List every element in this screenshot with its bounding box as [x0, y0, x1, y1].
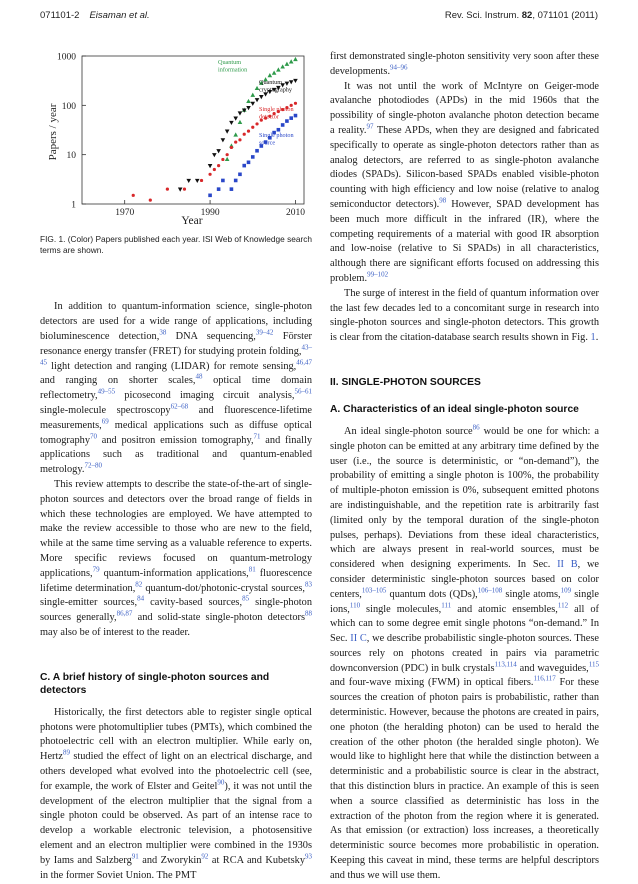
- single-photon-detector-point: [208, 173, 211, 176]
- single-photon-detector-point: [132, 194, 135, 197]
- single-photon-source-point: [234, 179, 238, 183]
- paragraph-applications: In addition to quantum-information science, single-photon detectors are used for a wide range of applications, including bioluminescence detection,$^{38}$ DNA sequencing,$^{39-42}$ Förster resonance energy transfer (FRET) for studying protein folding,$^{43-45}$ light detection and ranging (LIDAR) for remote sensing,$^{46,47}$ and ranging on shorter scales,$^{48}$ optical time domain reflectometry,$^{49-55}$ picosecond imaging circuit analysis,$^{56-61}$ single-molecule spectroscopy$^{62-68}$ and fluorescence-lifetime measurements,$^{69}$ medical applications such as diffuse optical tomography$^{70}$ and positron emission tomography,$^{71}$ and finally applications such as traditional and quantum-enabled metrology.$^{72-80}$: [40, 301, 312, 476]
- x-tick-label: 2010: [285, 208, 305, 218]
- quantum-information-point: [268, 73, 273, 77]
- single-photon-source-point: [255, 149, 259, 153]
- paragraph-review-scope: This review attempts to describe the state-of-the-art of single-photon sources and detectors over the broad range of fields in which these technologies are employed. We have attempted to make the review accessible to those who are new to the field, while at the same time serving as a valuable reference to experts. More specific reviews focused on quantum-metrology applications,$^{79}$ quantum-information applications,$^{81}$ fluorescence lifetime determination,$^{82}$ quantum-dot/photonic-crystal sources,$^{83}$ single-emitter sources,$^{84}$ cavity-based sources,$^{85}$ single-photon sources generally,$^{86,87}$ and solid-state single-photon detectors$^{88}$ may also be of interest to the reader.: [40, 478, 312, 638]
- single-photon-source-point: [251, 155, 255, 159]
- quantum-cryptography-point: [289, 80, 294, 84]
- y-tick-label: 10: [66, 151, 76, 162]
- single-photon-detector-point: [226, 153, 229, 156]
- single-photon-source-point: [230, 187, 234, 191]
- single-photon-detector-point: [234, 140, 237, 143]
- quantum-cryptography-point: [246, 106, 251, 110]
- y-tick-label: 100: [61, 101, 76, 112]
- legend-single-photon-source: Single photon: [259, 132, 294, 139]
- quantum-cryptography-point: [259, 95, 264, 99]
- single-photon-detector-point: [200, 179, 203, 182]
- legend-quantum-information: Quantum: [218, 59, 242, 66]
- figure-caption: FIG. 1. (Color) Papers published each year. ISI Web of Knowledge search terms are shown.: [40, 234, 312, 256]
- quantum-cryptography-point: [233, 117, 238, 121]
- single-photon-source-point: [294, 114, 298, 118]
- quantum-cryptography-point: [293, 79, 298, 83]
- figure-1-link[interactable]: 1: [590, 332, 596, 344]
- quantum-cryptography-point: [186, 179, 191, 183]
- y-tick-label: 1: [71, 200, 76, 211]
- quantum-cryptography-point: [285, 82, 290, 86]
- header-authors: Eisaman et al.: [89, 10, 150, 21]
- paragraph-surge: The surge of interest in the field of quantum information over the last few decades led to a concomitant surge in research into single-photon sources and single-photon detectors. This growth is clear from the citation-database search results shown in Fig. 1.: [330, 287, 599, 344]
- page-id: 071101-2: [40, 10, 80, 21]
- single-photon-detector-point: [230, 146, 233, 149]
- single-photon-source-point: [208, 194, 212, 198]
- single-photon-detector-point: [166, 188, 169, 191]
- quantum-information-point: [250, 93, 255, 97]
- single-photon-detector-point: [255, 122, 258, 125]
- quantum-information-point: [238, 120, 243, 124]
- single-photon-detector-point: [213, 168, 216, 171]
- y-axis-label: Papers / year: [47, 103, 59, 161]
- single-photon-detector-point: [221, 158, 224, 161]
- quantum-cryptography-point: [229, 121, 234, 125]
- left-column: [40, 40, 312, 883]
- single-photon-detector-point: [251, 126, 254, 129]
- single-photon-detector-point: [243, 133, 246, 136]
- header-left: [40, 10, 150, 21]
- legend-single-photon-detector-cont: detector: [259, 113, 279, 121]
- header-citation: [445, 10, 598, 21]
- quantum-information-point: [233, 132, 238, 136]
- quantum-information-point: [280, 64, 285, 68]
- single-photon-source-point: [242, 164, 246, 168]
- quantum-information-point: [246, 99, 251, 103]
- single-photon-source-point: [285, 119, 289, 123]
- legend-quantum-cryptography-cont: cryptography: [259, 86, 292, 94]
- legend-quantum-information-cont: information: [218, 66, 248, 74]
- single-photon-detector-point: [238, 138, 241, 141]
- quantum-cryptography-point: [221, 138, 226, 142]
- quantum-cryptography-point: [250, 102, 255, 106]
- single-photon-detector-point: [149, 198, 152, 201]
- section-ii-heading: II. SINGLE-PHOTON SOURCES: [330, 376, 481, 388]
- right-column: [330, 50, 599, 884]
- quantum-cryptography-point: [238, 111, 243, 115]
- x-tick-label: 1970: [115, 208, 135, 218]
- quantum-information-point: [289, 59, 294, 63]
- x-axis-label: Year: [181, 215, 203, 226]
- single-photon-source-point: [217, 187, 221, 191]
- single-photon-source-point: [281, 123, 285, 127]
- papers-per-year-chart: [40, 40, 312, 226]
- quantum-cryptography-point: [212, 153, 217, 157]
- single-photon-detector-point: [294, 102, 297, 105]
- section-iic-link[interactable]: II C: [350, 633, 367, 645]
- single-photon-detector-point: [217, 164, 220, 167]
- journal-name: Rev. Sci. Instrum.: [444, 10, 520, 21]
- quantum-information-point: [272, 71, 277, 75]
- journal-volume: 82: [521, 10, 533, 21]
- quantum-information-point: [276, 67, 281, 71]
- quantum-cryptography-point: [216, 149, 221, 153]
- paragraph-ideal-source: An ideal single-photon source$^{86}$ would be one for which: a single photon can be emitted at any arbitrary time defined by the user (i.e., the source is deterministic, or “on-demand”), the probability of emitting a single photon is 100%, the probability of multiple-photon emission is 0%, subsequent emitted photons are indistinguishable, and the repetition rate is arbitrarily fast (limited only by the temporal duration of the single-photon pulses, perhaps). Deviations from these ideal characteristics, which are always present in real-world sources, must be considered when designing experiments. In Sec. II B, we consider deterministic single-photon sources based on color centers,$^{103-105}$ quantum dots (QDs),$^{106-108}$ single atoms,$^{109}$ single ions,$^{110}$ single molecules,$^{111}$ and atomic ensembles,$^{112}$ all of which can to some degree emit single photons “on-demand.” In Sec. II C, we describe probabilistic single-photon sources. These sources rely on photons created in pairs via parametric downconversion (PDC) in bulk crystals$^{113,114}$ and waveguides,$^{115}$ and four-wave mixing (FWM) in optical fibers.$^{116,117}$ For these sources the creation of photon pairs is probabilistic, rather than deterministic. However, because the photons are created in pairs, one photon (the heralding photon) can be used to herald the creation of the other photon (the heralded single photon). We would like to highlight here that while the distinction between a deterministic and a probabilistic source is clear in the abstract, that this distinction blurs in practice. An example of this is seen when a source classified as deterministic has loss in the extraction of the photon from the region where it is generated. As that emission (or extraction) loss increases, a theoretically deterministic source becomes more probabilistic in operation. Keeping this caveat in mind, these terms are helpful descriptors and thus we will use them.: [330, 423, 600, 881]
- single-photon-source-point: [247, 161, 251, 165]
- legend-quantum-cryptography: Quantum: [259, 79, 283, 86]
- single-photon-source-point: [238, 172, 242, 176]
- paragraph-spad: It was not until the work of McIntyre on Geiger-mode avalanche photodiodes (APDs) in the mid 1960s that the possibility of single-photon avalanche photon detection became a reality.$^{97}$ These APDs, when they are designed and fabricated specifically to operate as single-photon detectors rather than as analog detectors, are referred to as single-photon avalanche diodes (SPADs). Silicon-based SPADs enabled visible-photon counting with high efficiency and low noise (relative to analog semiconductor detectors).$^{98}$ However, SPAD development has been much more difficult in the infrared (IR), where the competing requirements of a material with good IR absorption and low-noise (relative to Si SPADs) in all characteristics, although there are significant efforts focused on addressing this problem.$^{99-102}$: [330, 80, 599, 284]
- paragraph-pmt-continued: first demonstrated single-photon sensitivity very soon after these developments.$^{94-96}$: [330, 51, 599, 77]
- quantum-cryptography-point: [255, 98, 260, 102]
- section-a-heading: A. Characteristics of an ideal single-photon source: [330, 404, 579, 416]
- section-c-heading: C. A brief history of single-photon sources and detectors: [40, 671, 270, 697]
- running-header: [40, 10, 598, 24]
- single-photon-detector-point: [183, 188, 186, 191]
- paragraph-history: Historically, the first detectors able to register single optical photons were photomultiplier tubes (PMTs), which combined the photoelectric cell with an electron multiplier. While early on, Hertz$^{89}$ studied the effect of light on an electrical discharge, and others developed what evolved into the photoelectric cell (see, for example, the work of Elster and Geitel$^{90}$), it was not until the development of the electron multiplier that the signal from a single photon could be observed. As part of an intense race to develop a workable electronic television, a photosensitive element and an electron multiplier were combined in the 1930s by Iams and Salzberg$^{91}$ and Zworykin$^{92}$ at RCA and Kubetsky$^{93}$ in the former Soviet Union. The PMT: [40, 706, 312, 881]
- quantum-information-point: [225, 157, 230, 161]
- single-photon-detector-point: [247, 130, 250, 133]
- quantum-information-point: [293, 57, 298, 61]
- quantum-cryptography-point: [225, 130, 230, 134]
- citation-rest: , 071101 (2011): [532, 10, 598, 21]
- legend-single-photon-detector: Single photon: [259, 106, 294, 113]
- quantum-cryptography-point: [208, 164, 213, 168]
- quantum-information-point: [285, 62, 290, 66]
- quantum-cryptography-point: [178, 188, 183, 192]
- quantum-cryptography-point: [195, 179, 200, 183]
- x-tick-label: 1990: [200, 208, 220, 218]
- figure-1: [40, 40, 312, 226]
- single-photon-source-point: [277, 128, 281, 132]
- single-photon-source-point: [221, 179, 225, 183]
- section-iib-link[interactable]: II B: [557, 559, 578, 571]
- y-tick-label: 1000: [57, 52, 76, 63]
- single-photon-source-point: [289, 116, 293, 120]
- legend-single-photon-source-cont: source: [259, 139, 276, 147]
